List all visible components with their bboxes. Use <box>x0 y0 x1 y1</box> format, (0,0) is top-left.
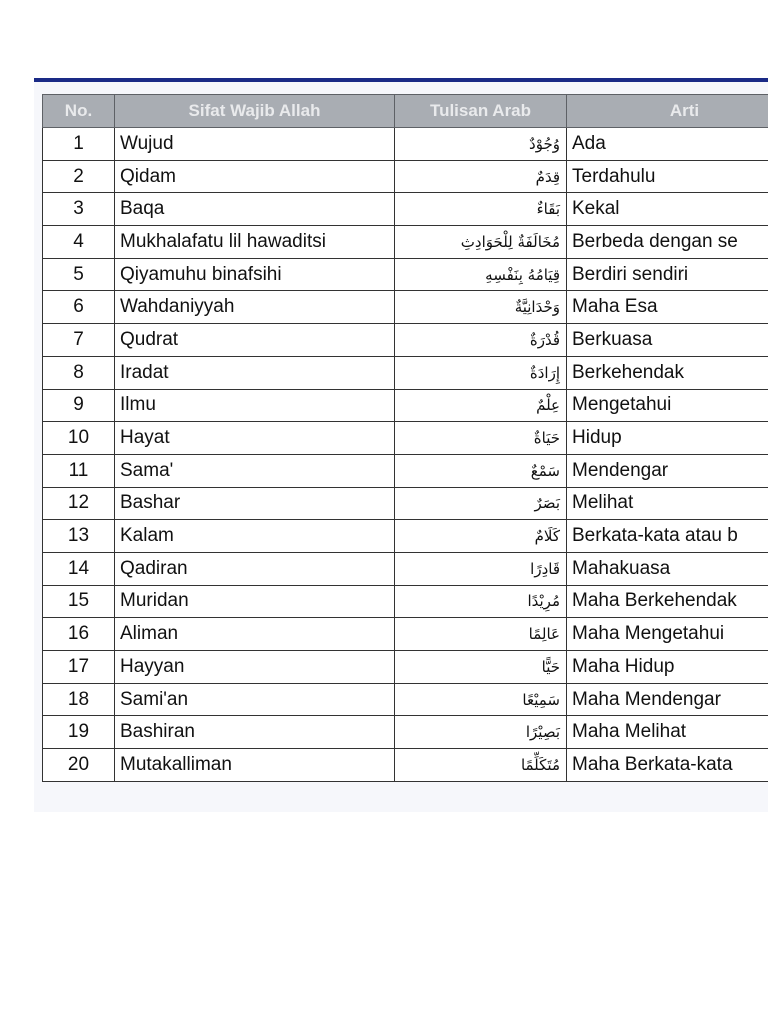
cell-sifat: Sama' <box>115 454 395 487</box>
table-row <box>43 454 768 487</box>
cell-no: 13 <box>43 520 115 553</box>
cell-sifat: Kalam <box>115 520 395 553</box>
cell-sifat: Qadiran <box>115 552 395 585</box>
cell-arti: Mendengar <box>567 454 768 487</box>
cell-tulisan-arab: بَصَرٌ <box>395 487 567 520</box>
table-row <box>43 683 768 716</box>
cell-arti: Hidup <box>567 422 768 455</box>
cell-tulisan-arab: مُتَكَلِّمًا <box>395 749 567 782</box>
cell-no: 8 <box>43 356 115 389</box>
cell-sifat: Qiyamuhu binafsihi <box>115 258 395 291</box>
header-sifat: Sifat Wajib Allah <box>115 95 395 128</box>
cell-no: 20 <box>43 749 115 782</box>
header-no: No. <box>43 95 115 128</box>
cell-tulisan-arab: بَصِيْرًا <box>395 716 567 749</box>
cell-tulisan-arab: حَيًّا <box>395 651 567 684</box>
cell-arti: Maha Melihat <box>567 716 768 749</box>
cell-arti: Maha Hidup <box>567 651 768 684</box>
cell-arti: Maha Mengetahui <box>567 618 768 651</box>
table-row <box>43 128 768 161</box>
cell-sifat: Wujud <box>115 128 395 161</box>
cell-no: 2 <box>43 160 115 193</box>
table-row <box>43 651 768 684</box>
cell-arti: Mengetahui <box>567 389 768 422</box>
cell-tulisan-arab: عَالِمًا <box>395 618 567 651</box>
table-row <box>43 618 768 651</box>
cell-tulisan-arab: وُجُوْدٌ <box>395 128 567 161</box>
cell-sifat: Muridan <box>115 585 395 618</box>
cell-sifat: Aliman <box>115 618 395 651</box>
table-row <box>43 193 768 226</box>
cell-tulisan-arab: سَمِيْعًا <box>395 683 567 716</box>
cell-tulisan-arab: إِرَادَةٌ <box>395 356 567 389</box>
cell-sifat: Mutakalliman <box>115 749 395 782</box>
table-row <box>43 291 768 324</box>
cell-sifat: Bashiran <box>115 716 395 749</box>
cell-arti: Melihat <box>567 487 768 520</box>
cell-arti: Maha Berkata-kata <box>567 749 768 782</box>
cell-tulisan-arab: وَحْدَانِيَّةٌ <box>395 291 567 324</box>
cell-sifat: Mukhalafatu lil hawaditsi <box>115 226 395 259</box>
cell-sifat: Wahdaniyyah <box>115 291 395 324</box>
cell-no: 5 <box>43 258 115 291</box>
cell-no: 15 <box>43 585 115 618</box>
cell-no: 7 <box>43 324 115 357</box>
cell-no: 3 <box>43 193 115 226</box>
cell-tulisan-arab: كَلَامٌ <box>395 520 567 553</box>
cell-sifat: Sami'an <box>115 683 395 716</box>
cell-arti: Ada <box>567 128 768 161</box>
cell-tulisan-arab: سَمْعٌ <box>395 454 567 487</box>
cell-no: 6 <box>43 291 115 324</box>
cell-no: 19 <box>43 716 115 749</box>
cell-no: 1 <box>43 128 115 161</box>
cell-arti: Berdiri sendiri <box>567 258 768 291</box>
cell-arti: Maha Esa <box>567 291 768 324</box>
table-row <box>43 585 768 618</box>
header-arti: Arti <box>567 95 768 128</box>
cell-arti: Berkata-kata atau b <box>567 520 768 553</box>
cell-sifat: Baqa <box>115 193 395 226</box>
cell-arti: Terdahulu <box>567 160 768 193</box>
cell-sifat: Hayyan <box>115 651 395 684</box>
cell-arti: Kekal <box>567 193 768 226</box>
table-row <box>43 356 768 389</box>
cell-sifat: Qudrat <box>115 324 395 357</box>
table-row <box>43 324 768 357</box>
cell-arti: Mahakuasa <box>567 552 768 585</box>
cell-arti: Maha Berkehendak <box>567 585 768 618</box>
cell-sifat: Qidam <box>115 160 395 193</box>
cell-tulisan-arab: مُرِيْدًا <box>395 585 567 618</box>
cell-no: 18 <box>43 683 115 716</box>
header-tulisan-arab: Tulisan Arab <box>395 95 567 128</box>
cell-tulisan-arab: قِدَمٌ <box>395 160 567 193</box>
cell-sifat: Ilmu <box>115 389 395 422</box>
table-row <box>43 226 768 259</box>
cell-tulisan-arab: قَادِرًا <box>395 552 567 585</box>
cell-sifat: Hayat <box>115 422 395 455</box>
cell-no: 11 <box>43 454 115 487</box>
sifat-wajib-table <box>42 94 768 782</box>
cell-arti: Berkehendak <box>567 356 768 389</box>
cell-tulisan-arab: مُخَالَفَةٌ لِلْحَوَادِثِ <box>395 226 567 259</box>
cell-no: 12 <box>43 487 115 520</box>
cell-tulisan-arab: عِلْمٌ <box>395 389 567 422</box>
table-row <box>43 520 768 553</box>
table-row <box>43 716 768 749</box>
table-row <box>43 160 768 193</box>
cell-tulisan-arab: قُدْرَةٌ <box>395 324 567 357</box>
table-row <box>43 422 768 455</box>
cell-no: 17 <box>43 651 115 684</box>
cell-arti: Berbeda dengan se <box>567 226 768 259</box>
cell-no: 10 <box>43 422 115 455</box>
cell-no: 16 <box>43 618 115 651</box>
cell-no: 14 <box>43 552 115 585</box>
cell-arti: Maha Mendengar <box>567 683 768 716</box>
document-frame <box>34 78 768 812</box>
cell-tulisan-arab: حَيَاةٌ <box>395 422 567 455</box>
table-row <box>43 258 768 291</box>
table-header-row <box>43 95 768 128</box>
table-row <box>43 552 768 585</box>
cell-no: 9 <box>43 389 115 422</box>
cell-sifat: Bashar <box>115 487 395 520</box>
cell-tulisan-arab: قِيَامُهُ بِنَفْسِهِ <box>395 258 567 291</box>
cell-arti: Berkuasa <box>567 324 768 357</box>
table-row <box>43 487 768 520</box>
cell-no: 4 <box>43 226 115 259</box>
table-row <box>43 389 768 422</box>
cell-tulisan-arab: بَقَاءٌ <box>395 193 567 226</box>
cell-sifat: Iradat <box>115 356 395 389</box>
table-row <box>43 749 768 782</box>
